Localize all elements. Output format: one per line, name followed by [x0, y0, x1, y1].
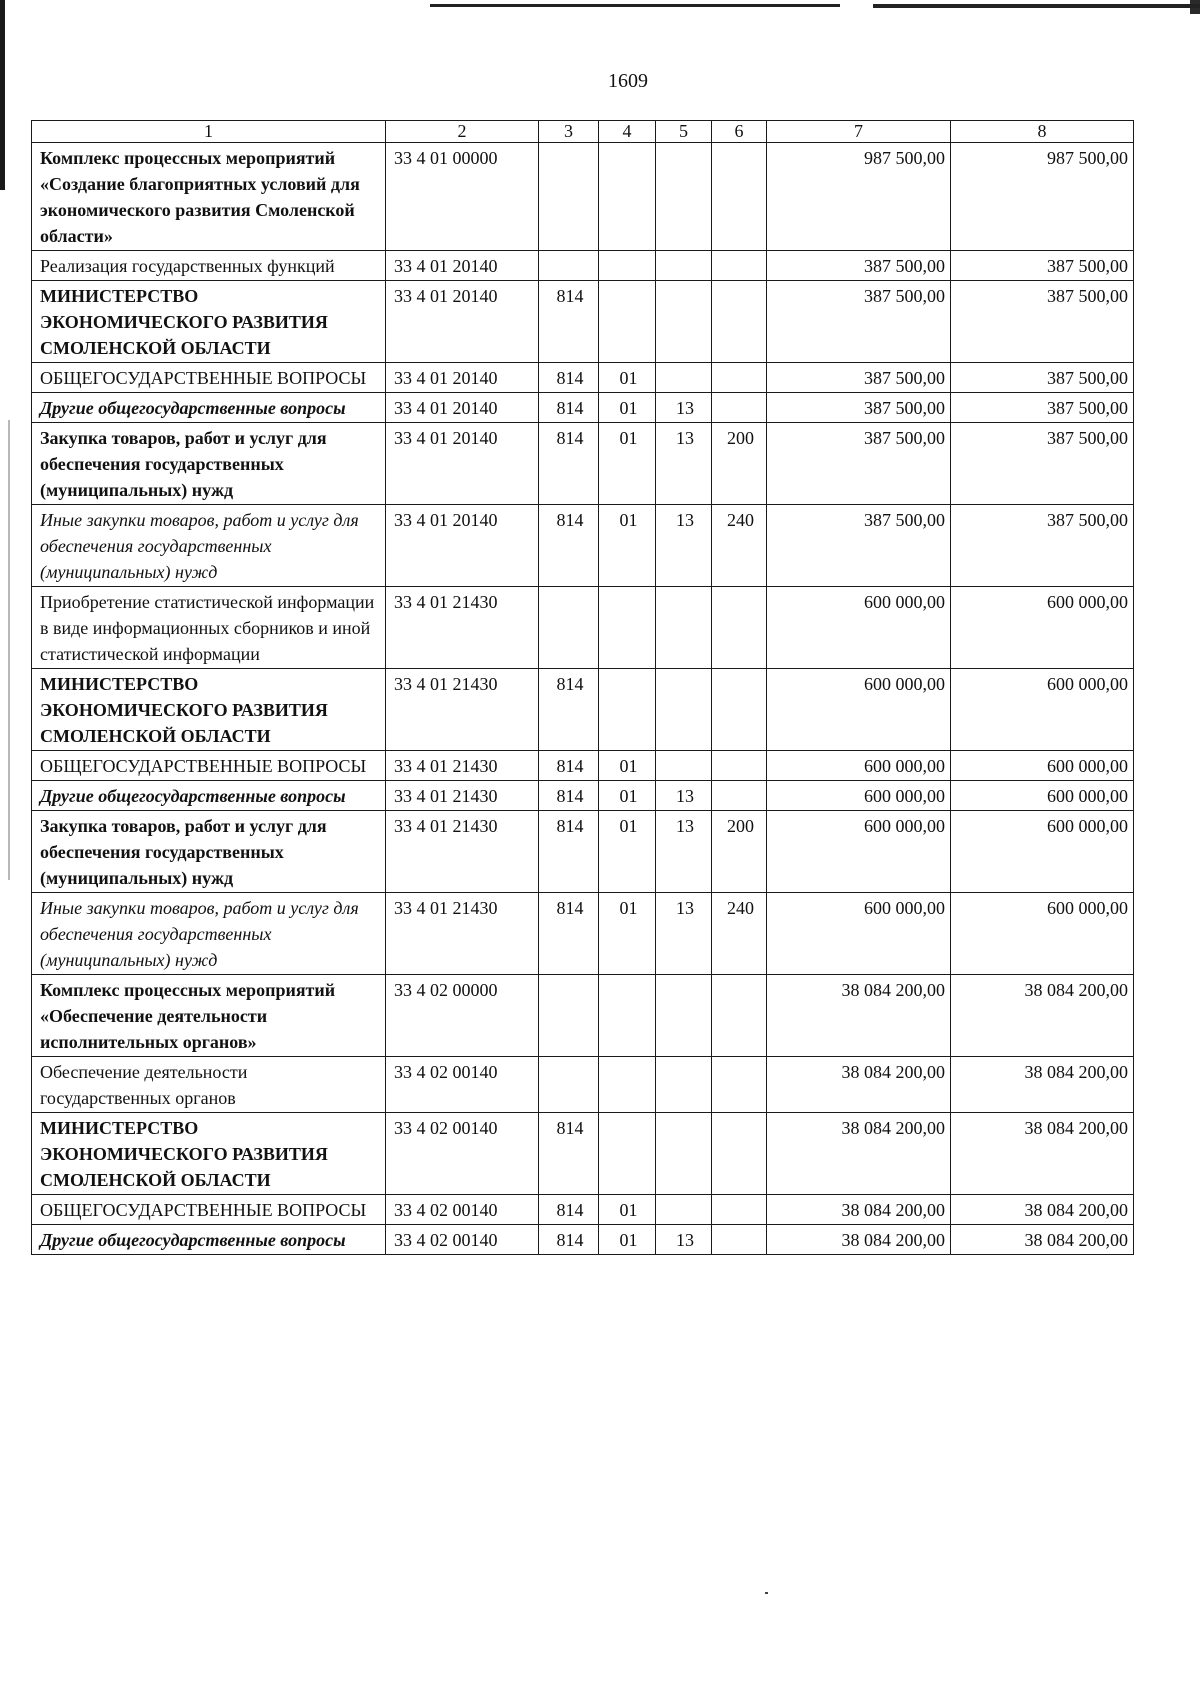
- row-section: [599, 1057, 656, 1113]
- row-amount-8: 38 084 200,00: [951, 1113, 1134, 1195]
- scan-speck: [765, 1592, 768, 1594]
- row-code: 33 4 02 00140: [386, 1057, 539, 1113]
- top-rule: [430, 4, 840, 7]
- row-section: 01: [599, 393, 656, 423]
- row-subsection: 13: [656, 781, 712, 811]
- row-department: 814: [539, 1113, 599, 1195]
- column-header: 4: [599, 121, 656, 143]
- row-section: [599, 251, 656, 281]
- page-number: 1609: [608, 70, 648, 92]
- row-department: 814: [539, 363, 599, 393]
- row-department: [539, 251, 599, 281]
- column-header: 3: [539, 121, 599, 143]
- row-amount-8: 38 084 200,00: [951, 975, 1134, 1057]
- row-name: Иные закупки товаров, работ и услуг для обеспечения государственных (муниципальных) нужд: [32, 893, 386, 975]
- row-section: 01: [599, 505, 656, 587]
- row-amount-7: 600 000,00: [767, 893, 951, 975]
- row-code: 33 4 01 21430: [386, 811, 539, 893]
- table-row: [32, 669, 1134, 751]
- row-section: [599, 143, 656, 251]
- row-code: 33 4 01 20140: [386, 393, 539, 423]
- row-name: Комплекс процессных мероприятий «Обеспечение деятельности исполнительных органов»: [32, 975, 386, 1057]
- row-amount-8: 387 500,00: [951, 423, 1134, 505]
- budget-table: [31, 120, 1134, 1255]
- row-code: 33 4 02 00140: [386, 1195, 539, 1225]
- row-amount-8: 600 000,00: [951, 811, 1134, 893]
- row-code: 33 4 01 00000: [386, 143, 539, 251]
- row-amount-7: 38 084 200,00: [767, 1113, 951, 1195]
- row-name: Другие общегосударственные вопросы: [32, 393, 386, 423]
- row-department: 814: [539, 751, 599, 781]
- row-code: 33 4 02 00140: [386, 1113, 539, 1195]
- row-subsection: [656, 363, 712, 393]
- row-expense-type: [712, 781, 767, 811]
- row-department: 814: [539, 1195, 599, 1225]
- row-expense-type: [712, 393, 767, 423]
- table-row: [32, 811, 1134, 893]
- row-code: 33 4 01 20140: [386, 281, 539, 363]
- row-section: [599, 669, 656, 751]
- row-name: МИНИСТЕРСТВО ЭКОНОМИЧЕСКОГО РАЗВИТИЯ СМОЛЕНСКОЙ ОБЛАСТИ: [32, 1113, 386, 1195]
- row-subsection: 13: [656, 393, 712, 423]
- row-amount-7: 387 500,00: [767, 423, 951, 505]
- row-name: МИНИСТЕРСТВО ЭКОНОМИЧЕСКОГО РАЗВИТИЯ СМОЛЕНСКОЙ ОБЛАСТИ: [32, 281, 386, 363]
- row-subsection: 13: [656, 1225, 712, 1255]
- row-subsection: [656, 587, 712, 669]
- row-department: 814: [539, 281, 599, 363]
- row-amount-8: 600 000,00: [951, 751, 1134, 781]
- row-amount-8: 600 000,00: [951, 587, 1134, 669]
- row-amount-7: 987 500,00: [767, 143, 951, 251]
- row-code: 33 4 01 20140: [386, 423, 539, 505]
- scan-edge-mark: [8, 420, 10, 880]
- row-expense-type: [712, 1057, 767, 1113]
- top-rule: [873, 4, 1200, 8]
- row-section: 01: [599, 893, 656, 975]
- row-amount-8: 387 500,00: [951, 505, 1134, 587]
- row-amount-7: 600 000,00: [767, 669, 951, 751]
- table-row: [32, 1225, 1134, 1255]
- row-amount-8: 387 500,00: [951, 251, 1134, 281]
- row-code: 33 4 01 20140: [386, 363, 539, 393]
- row-amount-7: 387 500,00: [767, 393, 951, 423]
- column-header: 8: [951, 121, 1134, 143]
- row-subsection: 13: [656, 423, 712, 505]
- row-subsection: [656, 975, 712, 1057]
- row-subsection: [656, 1195, 712, 1225]
- row-subsection: [656, 281, 712, 363]
- row-code: 33 4 01 21430: [386, 669, 539, 751]
- row-expense-type: 240: [712, 893, 767, 975]
- row-subsection: [656, 143, 712, 251]
- row-department: 814: [539, 393, 599, 423]
- row-expense-type: [712, 281, 767, 363]
- row-subsection: [656, 1057, 712, 1113]
- row-subsection: [656, 669, 712, 751]
- table-row: [32, 505, 1134, 587]
- row-name: Комплекс процессных мероприятий «Создание благоприятных условий для экономического развития Смоленской области»: [32, 143, 386, 251]
- row-name: ОБЩЕГОСУДАРСТВЕННЫЕ ВОПРОСЫ: [32, 363, 386, 393]
- row-amount-7: 600 000,00: [767, 587, 951, 669]
- row-subsection: [656, 751, 712, 781]
- column-header: 1: [32, 121, 386, 143]
- row-amount-7: 38 084 200,00: [767, 1057, 951, 1113]
- row-expense-type: [712, 587, 767, 669]
- row-code: 33 4 01 21430: [386, 893, 539, 975]
- row-amount-8: 387 500,00: [951, 281, 1134, 363]
- row-section: 01: [599, 363, 656, 393]
- row-code: 33 4 01 21430: [386, 781, 539, 811]
- scan-edge-left: [0, 0, 5, 190]
- column-header: 2: [386, 121, 539, 143]
- row-section: 01: [599, 423, 656, 505]
- row-expense-type: 240: [712, 505, 767, 587]
- row-amount-7: 387 500,00: [767, 363, 951, 393]
- table-row: [32, 975, 1134, 1057]
- table-row: [32, 1113, 1134, 1195]
- row-section: 01: [599, 781, 656, 811]
- table-row: [32, 423, 1134, 505]
- column-header: 6: [712, 121, 767, 143]
- row-name: Другие общегосударственные вопросы: [32, 781, 386, 811]
- row-expense-type: [712, 1113, 767, 1195]
- row-amount-8: 387 500,00: [951, 363, 1134, 393]
- row-name: Приобретение статистической информации в виде информационных сборников и иной статистической информации: [32, 587, 386, 669]
- row-amount-7: 387 500,00: [767, 505, 951, 587]
- row-amount-8: 387 500,00: [951, 393, 1134, 423]
- table-row: [32, 251, 1134, 281]
- row-amount-8: 38 084 200,00: [951, 1225, 1134, 1255]
- column-number-row: [32, 121, 1134, 143]
- row-code: 33 4 01 21430: [386, 587, 539, 669]
- row-code: 33 4 01 20140: [386, 505, 539, 587]
- row-section: 01: [599, 1195, 656, 1225]
- table-row: [32, 143, 1134, 251]
- row-name: МИНИСТЕРСТВО ЭКОНОМИЧЕСКОГО РАЗВИТИЯ СМОЛЕНСКОЙ ОБЛАСТИ: [32, 669, 386, 751]
- row-department: 814: [539, 505, 599, 587]
- row-department: 814: [539, 423, 599, 505]
- row-amount-7: 38 084 200,00: [767, 1225, 951, 1255]
- row-expense-type: 200: [712, 423, 767, 505]
- column-header: 5: [656, 121, 712, 143]
- row-name: Реализация государственных функций: [32, 251, 386, 281]
- row-section: 01: [599, 751, 656, 781]
- row-section: 01: [599, 811, 656, 893]
- row-department: 814: [539, 1225, 599, 1255]
- row-code: 33 4 02 00140: [386, 1225, 539, 1255]
- row-amount-7: 38 084 200,00: [767, 975, 951, 1057]
- row-expense-type: [712, 669, 767, 751]
- row-section: [599, 1113, 656, 1195]
- row-subsection: 13: [656, 893, 712, 975]
- row-section: [599, 281, 656, 363]
- table-row: [32, 1057, 1134, 1113]
- row-department: [539, 143, 599, 251]
- row-code: 33 4 01 20140: [386, 251, 539, 281]
- table-body: [32, 143, 1134, 1255]
- row-expense-type: [712, 363, 767, 393]
- row-amount-7: 387 500,00: [767, 281, 951, 363]
- table-row: [32, 587, 1134, 669]
- row-department: 814: [539, 811, 599, 893]
- row-amount-8: 38 084 200,00: [951, 1057, 1134, 1113]
- row-subsection: [656, 251, 712, 281]
- row-department: [539, 975, 599, 1057]
- row-name: Закупка товаров, работ и услуг для обеспечения государственных (муниципальных) нужд: [32, 811, 386, 893]
- row-amount-8: 600 000,00: [951, 893, 1134, 975]
- row-name: Другие общегосударственные вопросы: [32, 1225, 386, 1255]
- row-amount-7: 600 000,00: [767, 811, 951, 893]
- row-expense-type: [712, 751, 767, 781]
- row-section: [599, 587, 656, 669]
- row-expense-type: [712, 1225, 767, 1255]
- table-row: [32, 393, 1134, 423]
- row-amount-8: 600 000,00: [951, 781, 1134, 811]
- row-expense-type: [712, 251, 767, 281]
- column-header: 7: [767, 121, 951, 143]
- row-expense-type: [712, 975, 767, 1057]
- row-department: 814: [539, 781, 599, 811]
- row-amount-8: 600 000,00: [951, 669, 1134, 751]
- row-name: Обеспечение деятельности государственных органов: [32, 1057, 386, 1113]
- row-name: ОБЩЕГОСУДАРСТВЕННЫЕ ВОПРОСЫ: [32, 751, 386, 781]
- row-subsection: 13: [656, 811, 712, 893]
- table-row: [32, 751, 1134, 781]
- table-row: [32, 281, 1134, 363]
- row-expense-type: 200: [712, 811, 767, 893]
- row-amount-7: 600 000,00: [767, 751, 951, 781]
- row-name: Закупка товаров, работ и услуг для обеспечения государственных (муниципальных) нужд: [32, 423, 386, 505]
- row-expense-type: [712, 143, 767, 251]
- row-amount-7: 600 000,00: [767, 781, 951, 811]
- row-amount-8: 38 084 200,00: [951, 1195, 1134, 1225]
- row-amount-7: 38 084 200,00: [767, 1195, 951, 1225]
- table-row: [32, 781, 1134, 811]
- table-row: [32, 363, 1134, 393]
- row-subsection: 13: [656, 505, 712, 587]
- row-name: ОБЩЕГОСУДАРСТВЕННЫЕ ВОПРОСЫ: [32, 1195, 386, 1225]
- row-department: 814: [539, 893, 599, 975]
- table-row: [32, 1195, 1134, 1225]
- row-department: [539, 587, 599, 669]
- row-department: [539, 1057, 599, 1113]
- row-subsection: [656, 1113, 712, 1195]
- row-section: [599, 975, 656, 1057]
- row-expense-type: [712, 1195, 767, 1225]
- row-amount-7: 387 500,00: [767, 251, 951, 281]
- row-section: 01: [599, 1225, 656, 1255]
- row-name: Иные закупки товаров, работ и услуг для обеспечения государственных (муниципальных) нужд: [32, 505, 386, 587]
- row-department: 814: [539, 669, 599, 751]
- row-code: 33 4 02 00000: [386, 975, 539, 1057]
- table-row: [32, 893, 1134, 975]
- row-amount-8: 987 500,00: [951, 143, 1134, 251]
- row-code: 33 4 01 21430: [386, 751, 539, 781]
